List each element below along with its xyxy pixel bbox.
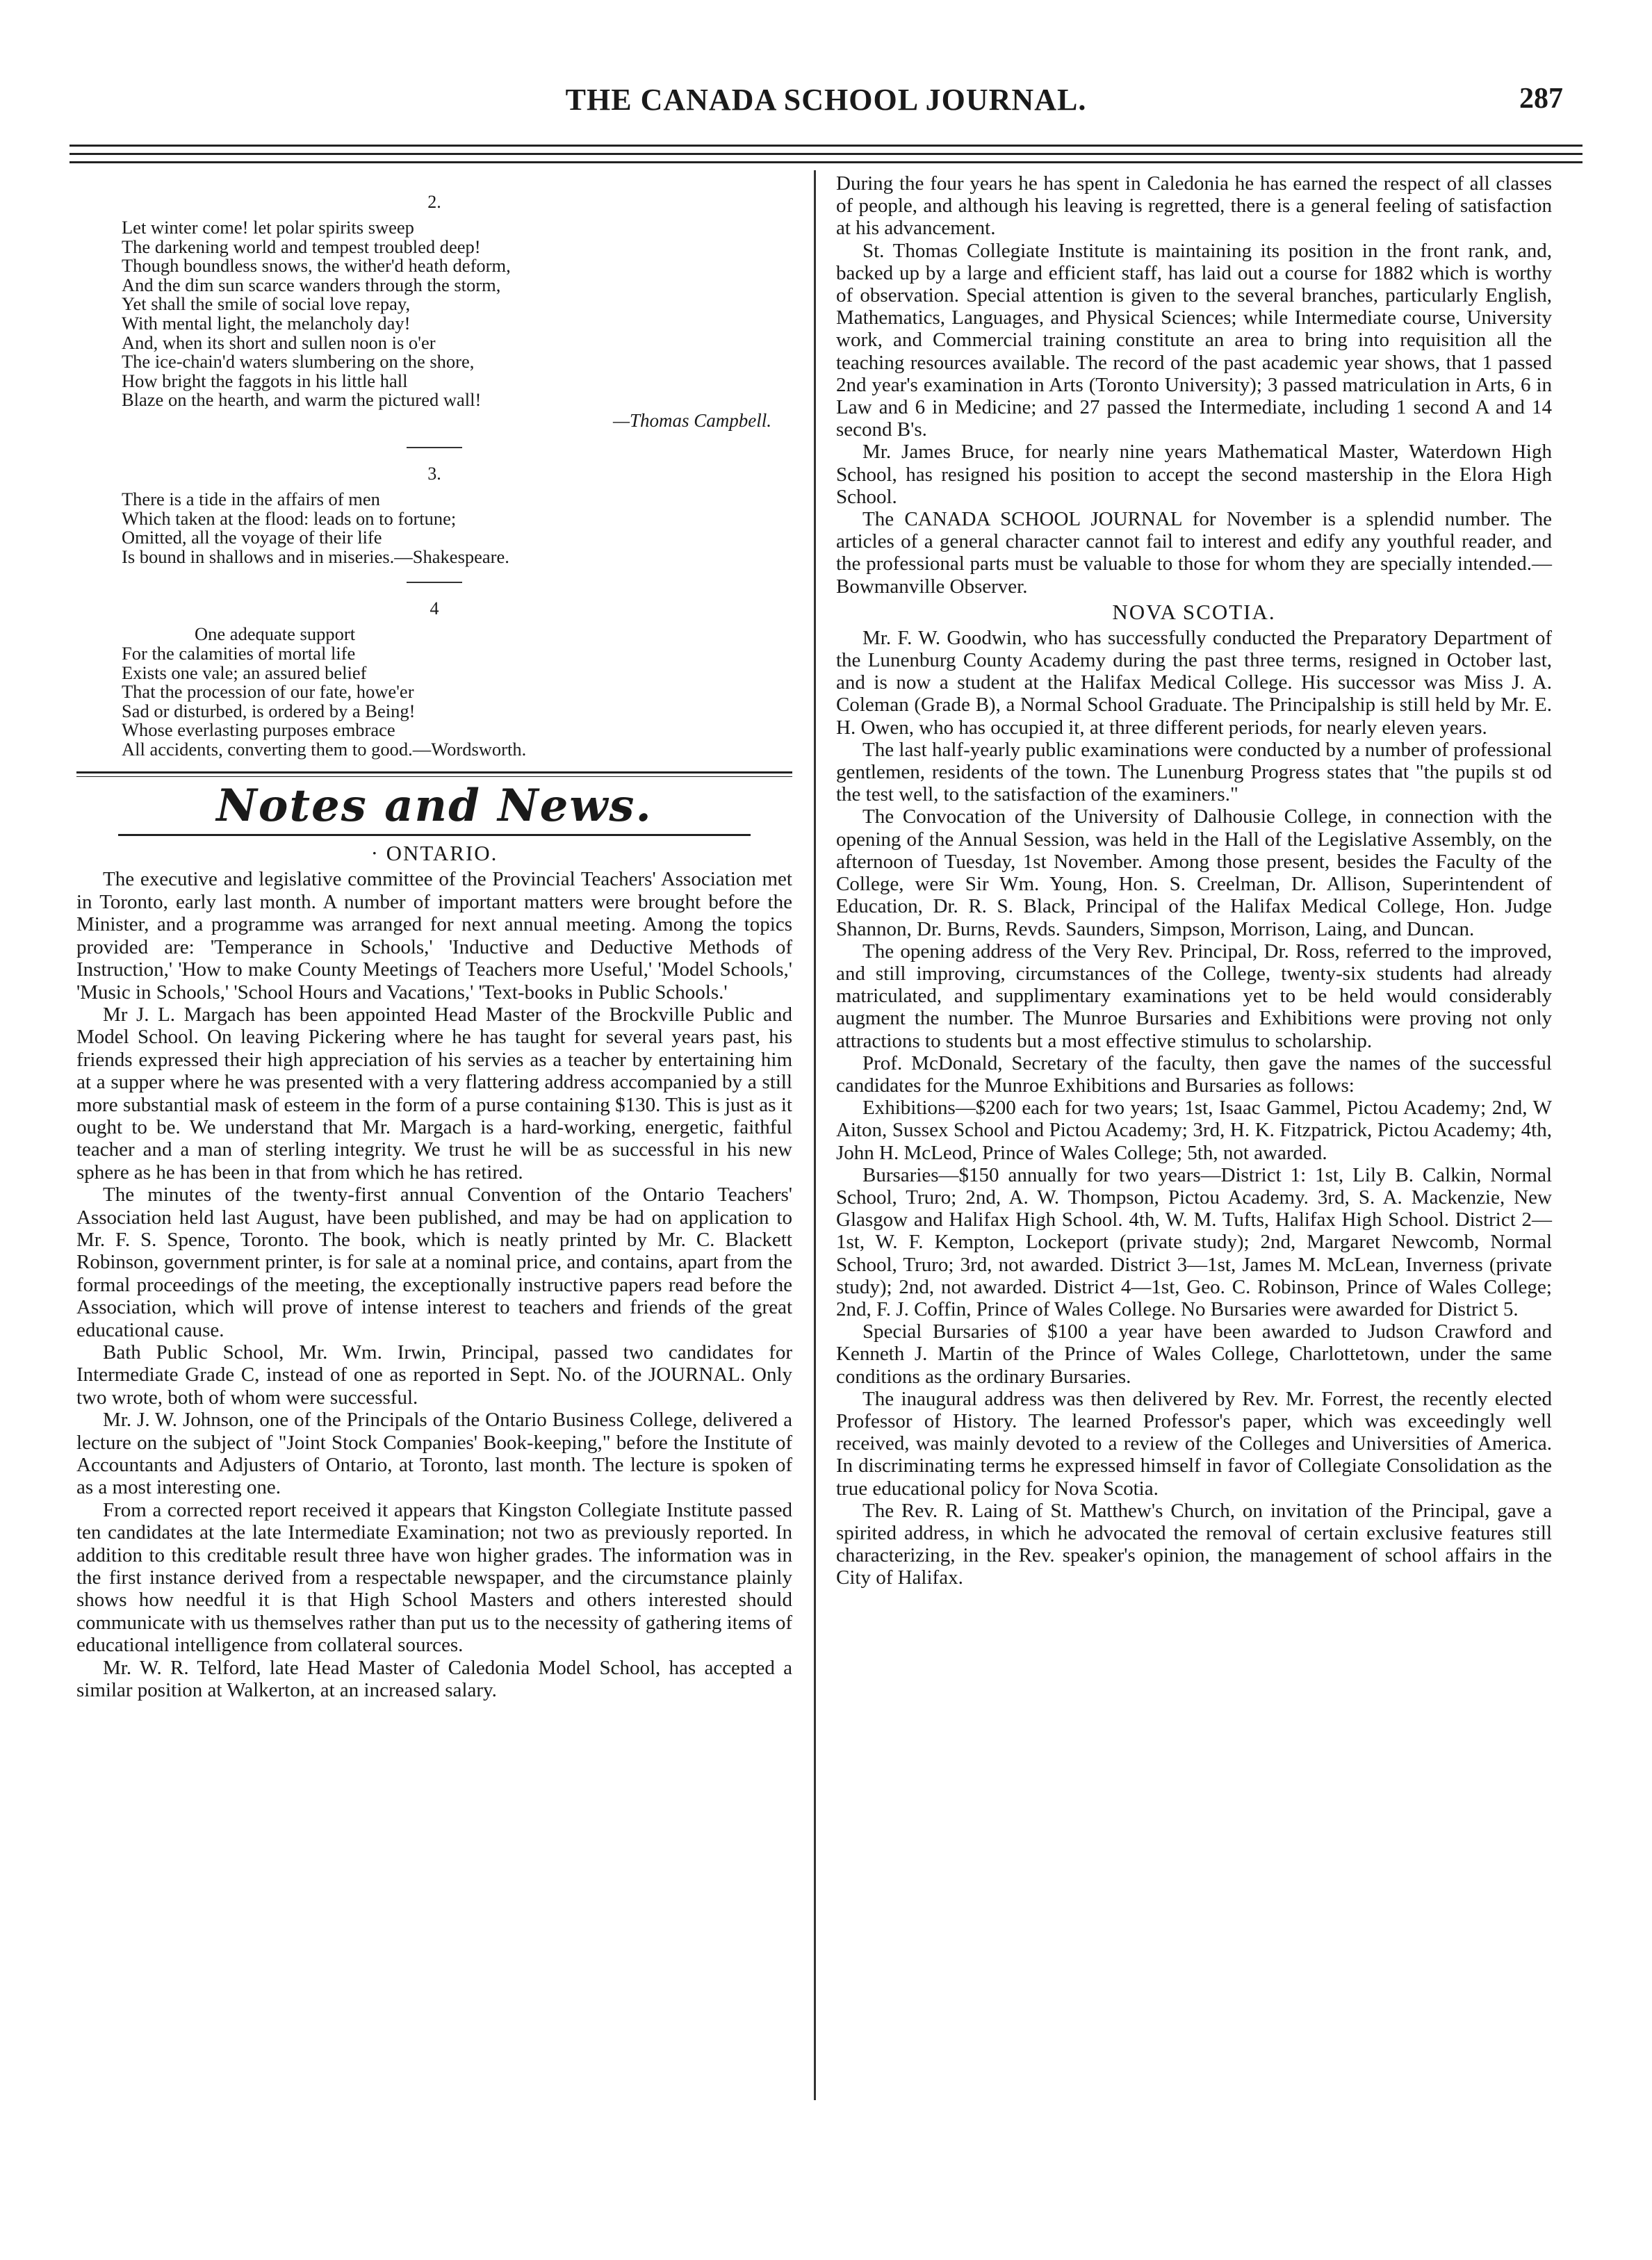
- nova-scotia-paragraph: Mr. F. W. Goodwin, who has successfully conducted the Preparatory Department of the Lunenburg County Academy during the past three terms, resigned in October last, and is now a student at the Halifax Medical College. His successor was Miss J. A. Coleman (Grade B), a Normal School Graduate. The Principalship is still held by Mr. E. H. Owen, who has occupied it, at three different periods, for nearly eleven years.: [836, 626, 1552, 739]
- ontario-paragraph: From a corrected report received it appears that Kingston Collegiate Institute passed ten candidates at the late Intermediate Examination; not two as previously reported. In addition to this creditable result three have won higher grades. The information was in the first instance derived from a respectable newspaper, and the circumstance plainly shows how needful it is that High School Masters and others interested should communicate with us themselves rather than put us to the necessity of gathering items of educational intelligence from collateral sources.: [76, 1498, 792, 1657]
- verse-line: Exists one vale; an assured belief: [122, 662, 367, 683]
- ontario-paragraph: St. Thomas Collegiate Institute is maintaining its position in the front rank, and, backed up by a large and efficient staff, has laid out a course for 1882 which is worthy of observation. Special attention is given to the several branches, particularly English, Mathematics, Languages, and Physical Sciences; while Intermediate course, University work, and Commercial training constitute an area to bring into requisition all the teaching resources available. The record of the past academic year shows, that 1 passed 2nd year's examination in Arts (Toronto University); 3 passed matriculation in Arts, 6 in Law and 6 in Medicine; and 27 passed the Intermediate, including 1 second A and 14 second B's.: [836, 239, 1552, 441]
- verse-line: Omitted, all the voyage of their life: [122, 527, 382, 548]
- nova-scotia-paragraph: The inaugural address was then delivered by Rev. Mr. Forrest, the recently elected Professor of History. The learned Professor's paper, which was exceedingly well received, was mainly devoted to a review of the Colleges and Universities of America. In discriminating terms he expressed himself in favor of Collegiate Consolidation as the true educational policy for Nova Scotia.: [836, 1387, 1552, 1500]
- verse-line: How bright the faggots in his little hall: [122, 370, 408, 391]
- column-divider: [814, 170, 816, 2100]
- header-rule-middle: [69, 153, 1583, 155]
- poem-2: [76, 192, 792, 432]
- verse-line: Blaze on the hearth, and warm the pictured wall!: [122, 389, 482, 411]
- ontario-paragraph: Bath Public School, Mr. Wm. Irwin, Principal, passed two candidates for Intermediate Grade C, instead of one as reported in Sept. No. of the JOURNAL. Only two wrote, both of whom were successful.: [76, 1341, 792, 1409]
- verse-line: Sad or disturbed, is ordered by a Being!: [122, 700, 416, 721]
- header-rule-top: [69, 145, 1583, 147]
- verse-line: Whose everlasting purposes embrace: [122, 719, 395, 741]
- poem-separator: [407, 582, 462, 583]
- poem-attribution: —Thomas Campbell.: [612, 409, 771, 431]
- nova-scotia-heading: NOVA SCOTIA.: [1112, 599, 1276, 624]
- ontario-heading: · ONTARIO.: [370, 841, 498, 866]
- poem-number: 4: [430, 598, 439, 619]
- nova-scotia-paragraph: The Convocation of the University of Dalhousie College, in connection with the opening of the Annual Session, was held in the Hall of the Legislative Assembly, on the afternoon of Tuesday, 1st November. Among those present, besides the Faculty of the College, were Sir Wm. Young, Hon. S. Creelman, Dr. Allison, Superintendent of Education, Dr. R. S. Black, Principal of the Halifax Medical College, Hon. Judge Shannon, Dr. Burns, Revds. Saunders, Simpson, Morrison, Laing, and Duncan.: [836, 805, 1552, 940]
- verse-line: One adequate support: [195, 623, 356, 645]
- verse-line: And the dim sun scarce wanders through the storm,: [122, 274, 501, 295]
- verse-line: With mental light, the melancholy day!: [122, 312, 411, 334]
- nova-scotia-paragraph: Prof. McDonald, Secretary of the faculty, then gave the names of the successful candidates for the Munroe Exhibitions and Bursaries as follows:: [836, 1051, 1552, 1097]
- running-head: [75, 82, 1577, 131]
- nova-scotia-paragraph: The last half-yearly public examinations were conducted by a number of professional gentlemen, residents of the town. The Lunenburg Progress states that "the pupils st od the test well, to the satisfaction of the examiners.": [836, 738, 1552, 806]
- nova-scotia-paragraph: The Rev. R. Laing of St. Matthew's Church, on invitation of the Principal, gave a spirited address, in which he advocated the removal of certain exclusive features still characterizing, in the Rev. speaker's opinion, the management of school affairs in the City of Halifax.: [836, 1499, 1552, 1589]
- running-title: THE CANADA SCHOOL JOURNAL.: [565, 83, 1087, 117]
- section-rules-top: [76, 771, 792, 777]
- verse-line: And, when its short and sullen noon is o'er: [122, 331, 436, 353]
- nova-scotia-paragraph: Bursaries—$150 annually for two years—District 1: 1st, Lily B. Calkin, Normal School, Truro; 2nd, A. W. Thompson, Pictou Academy. 3rd, S. A. Mackenzie, New Glasgow and Halifax High School. 4th, W. M. Tufts, Halifax High School. District 2—1st, W. F. Kempton, Lockeport (private study); 2nd, Margaret Newcomb, Normal School, Truro; 3rd, not awarded. District 3—1st, James M. McLean, Inverness (private study); 2nd, not awarded. District 4—1st, Geo. C. Robinson, Prince of Wales College; 2nd, F. J. Coffin, Prince of Wales College. No Bursaries were awarded for District 5.: [836, 1163, 1552, 1320]
- verse-line: Though boundless snows, the wither'd heath deform,: [122, 255, 511, 277]
- verse-line: There is a tide in the affairs of men: [122, 488, 380, 509]
- header-rule-bottom: [69, 161, 1583, 163]
- section-title: Notes and News.: [216, 780, 653, 833]
- verse-line: The ice-chain'd waters slumbering on the shore,: [122, 351, 475, 372]
- verse-line: All accidents, converting them to good.—Wordsworth.: [122, 738, 527, 760]
- poem-number: 3.: [427, 463, 441, 484]
- poem-number: 2.: [427, 192, 441, 212]
- ontario-paragraph: The minutes of the twenty-first annual Convention of the Ontario Teachers' Association held last August, have been published, and may be had on application to Mr. F. S. Spence, Toronto. The book, which is neatly printed by Mr. C. Blackett Robinson, government printer, is for sale at a nominal price, and contains, apart from the formal proceedings of the meeting, the exceptionally instructive papers read before the Association, which will prove of intense interest to teachers and friends of the great educational cause.: [76, 1184, 792, 1341]
- ontario-paragraph: Mr. W. R. Telford, late Head Master of Caledonia Model School, has accepted a similar position at Walkerton, at an increased salary.: [76, 1656, 792, 1702]
- poem-4: [76, 598, 792, 759]
- section-rule: [76, 771, 792, 773]
- right-column: [836, 172, 1552, 1589]
- verse-line: For the calamities of mortal life: [122, 642, 356, 664]
- section-rule: [76, 776, 792, 777]
- section-rule: [118, 834, 751, 836]
- nova-scotia-paragraph: Special Bursaries of $100 a year have been awarded to Judson Crawford and Kenneth J. Martin of the Prince of Wales College, Charlottetown, under the same conditions as the ordinary Bursaries.: [836, 1320, 1552, 1388]
- page-number: 287: [1519, 83, 1563, 115]
- left-column: [76, 172, 792, 1702]
- ontario-paragraph: The executive and legislative committee of the Provincial Teachers' Association met in Toronto, early last month. A number of important matters were brought before the Minister, and a programme was arranged for next annual meeting. Among the topics provided are: 'Temperance in Schools,' 'Inductive and Deductive Methods of Instruction,' 'How to make County Meetings of Teachers more Useful,' 'Model Schools,' 'Music in Schools,' 'School Hours and Vacations,' 'Text-books in Public Schools.': [76, 868, 792, 1004]
- nova-scotia-paragraph: The opening address of the Very Rev. Principal, Dr. Ross, referred to the improved, and still improving, circumstances of the College, twenty-six students had already matriculated, and supplimentary examinations yet to be held would considerably augment the number. The Munroe Bursaries and Exhibitions were proving not only attractions to students but a most effective stimulus to scholarship.: [836, 940, 1552, 1052]
- ontario-paragraph: Mr. James Bruce, for nearly nine years Mathematical Master, Waterdown High School, has resigned his position to accept the second mastership in the Elora High School.: [836, 441, 1552, 508]
- ontario-paragraph: The CANADA SCHOOL JOURNAL for November is a splendid number. The articles of a general character cannot fail to interest and edify any youthful reader, and the professional parts must be valuable to those for whom they are specially intended.—Bowmanville Observer.: [836, 508, 1552, 598]
- nova-scotia-paragraph: Exhibitions—$200 each for two years; 1st, Isaac Gammel, Pictou Academy; 2nd, W Aiton, Sussex School and Pictou Academy; 3rd, H. K. Fitzpatrick, Pictou Academy; 4th, John H. McLeod, Prince of Wales College; 5th, not awarded.: [836, 1097, 1552, 1164]
- ontario-paragraph: During the four years he has spent in Caledonia he has earned the respect of all classes of people, and although his leaving is regretted, there is a general feeling of satisfaction at his advancement.: [836, 172, 1552, 240]
- ontario-paragraph: Mr J. L. Margach has been appointed Head Master of the Brockville Public and Model School. On leaving Pickering where he has taught for several years past, his friends expressed their high appreciation of his servies as a teacher by entertaining him at a supper where he was presented with a very flattering address accompanied by a still more substantial mask of esteem in the form of a purse containing $130. This is just as it ought to be. We understand that Mr. Margach is a hard-working, energetic, faithful teacher and a man of sterling integrity. We trust he will be as successful in his new sphere as he has been in that from which he has retired.: [76, 1003, 792, 1184]
- verse-line: Yet shall the smile of social love repay,: [122, 293, 411, 315]
- ontario-paragraph: Mr. J. W. Johnson, one of the Principals of the Ontario Business College, delivered a lecture on the subject of "Joint Stock Companies' Book-keeping," before the Institute of Accountants and Adjusters of Ontario, at Toronto, last month. The lecture is spoken of as a most interesting one.: [76, 1409, 792, 1499]
- poem-3: [76, 464, 792, 566]
- verse-line: Let winter come! let polar spirits sweep: [122, 217, 414, 238]
- verse-line: Which taken at the flood: leads on to fortune;: [122, 507, 457, 529]
- verse-line: The darkening world and tempest troubled deep!: [122, 236, 481, 257]
- verse-line: That the procession of our fate, howe'er: [122, 681, 414, 703]
- poem-separator: [407, 447, 462, 448]
- verse-line: Is bound in shallows and in miseries.—Shakespeare.: [122, 546, 509, 567]
